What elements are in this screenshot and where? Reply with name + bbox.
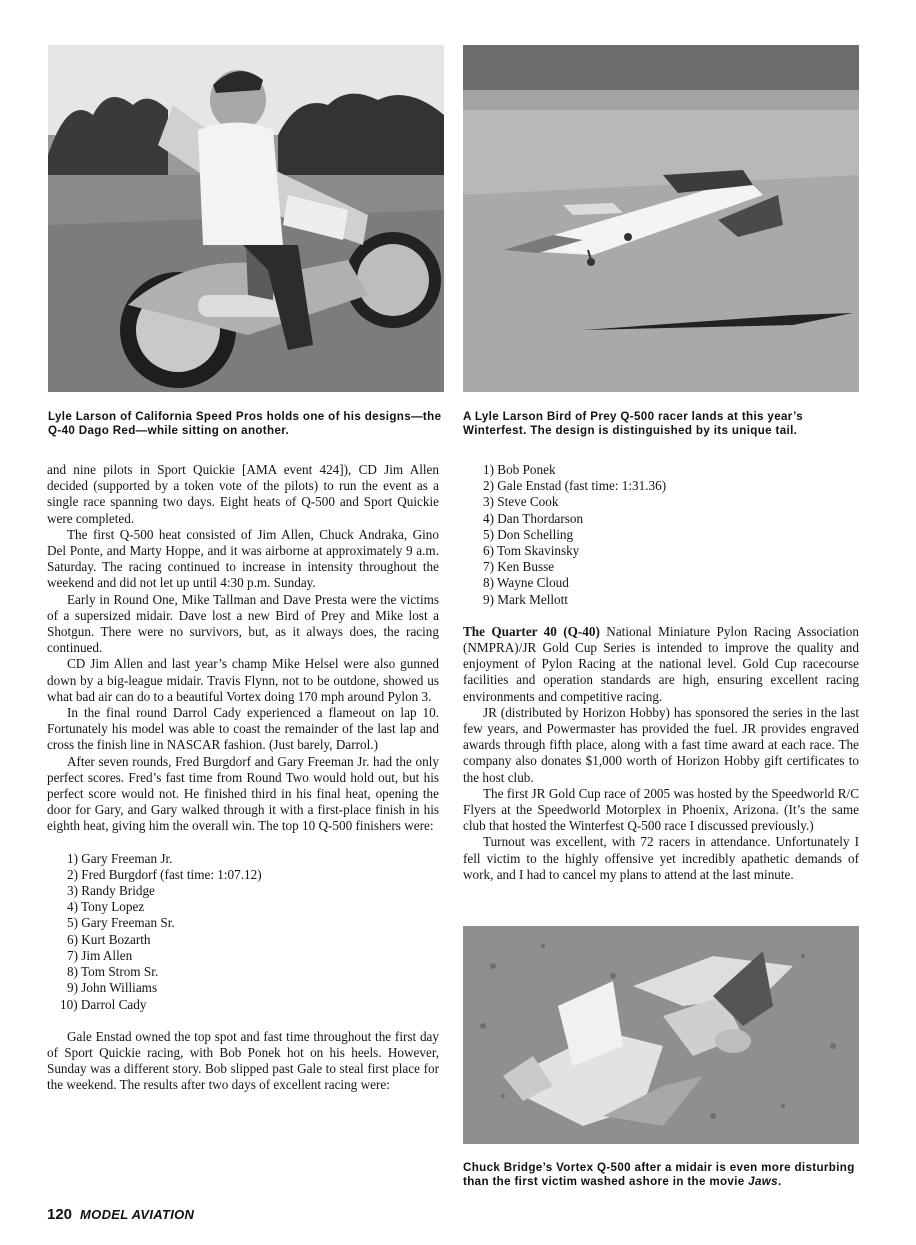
- photo-bird-of-prey: [463, 45, 859, 392]
- page-footer: [47, 1206, 194, 1223]
- photo-vortex-wreck: [463, 926, 859, 1144]
- q40-heading: The Quarter 40 (Q-40): [463, 623, 600, 639]
- q40-intro-text: National Miniature Pylon Racing Association (NMPRA)/JR Gold Cup Series is intended to improve the quality and enjoyment of Pylon Racing at the national level. Gold Cup racecourse facilities and operation standards are high, ensuring excellent racing environments and competitive racing.: [463, 623, 859, 704]
- right-column: [463, 462, 859, 883]
- left-paragraph-5: In the final round Darrol Cady experienced a flameout on lap 10. Fortunately his model was able to coast the remainder of the last lap and cross the finish line in NASCAR fashion. (Just barely, Darrol.): [47, 705, 439, 753]
- q40-intro-paragraph: [463, 624, 859, 705]
- photo-larson-motorcycle-image: [48, 45, 444, 392]
- left-paragraph-2: The first Q-500 heat consisted of Jim Allen, Chuck Andraka, Gino Del Ponte, and Marty Hoppe, and it was airborne at approximately 9 a.m. Saturday. The racing continued to increase in intensity throughout the weekend and did not let up until 4:30 p.m. Sunday.: [47, 526, 439, 591]
- photo-vortex-wreck-image: [463, 926, 859, 1144]
- list-item: 9) John Williams: [67, 980, 158, 996]
- list-item: 2) Fred Burgdorf (fast time: 1:07.12): [67, 866, 262, 882]
- right-paragraph-3: Turnout was excellent, with 72 racers in attendance. Unfortunately I fell victim to the highly offensive yet incredibly apathetic demands of work, and I had to cancel my plans to attend at the last minute.: [463, 834, 859, 882]
- magazine-title: MODEL AVIATION: [80, 1207, 195, 1222]
- caption-italic-text: Jaws: [748, 1175, 778, 1188]
- left-column: [47, 462, 439, 1094]
- list-item: 8) Wayne Cloud: [483, 575, 569, 591]
- left-paragraph-4: CD Jim Allen and last year’s champ Mike Helsel were also gunned down by a big-league midair. Travis Flynn, not to be outdone, showed us what bad air can do to a beautiful Vortex doing 170 mph around Pylon 3.: [47, 656, 439, 704]
- left-closing-paragraph: Gale Enstad owned the top spot and fast time throughout the first day of Sport Quickie racing, with Bob Ponek hot on his heels. However, Sunday was a different story. Bob slipped past Gale to steal first place for the weekend. The results after two days of excellent racing were:: [47, 1028, 439, 1093]
- q500-results-list: [47, 851, 439, 1013]
- list-item: 5) Gary Freeman Sr.: [67, 915, 175, 931]
- left-paragraph-3: Early in Round One, Mike Tallman and Dave Presta were the victims of a supersized midair. Dave lost a new Bird of Prey and Mike lost a Shotgun. There were no survivors, but, as it always does, the racing continued.: [47, 591, 439, 656]
- page-number: 120: [47, 1206, 73, 1223]
- list-item: 1) Gary Freeman Jr.: [67, 850, 173, 866]
- photo-vortex-wreck-caption: [463, 1161, 863, 1189]
- caption-main-text: Chuck Bridge’s Vortex Q-500 after a midair is even more disturbing than the first victim washed ashore in the movie: [463, 1161, 855, 1188]
- list-item: 5) Don Schelling: [483, 526, 574, 542]
- list-item: 8) Tom Strom Sr.: [67, 964, 159, 980]
- list-item: 9) Mark Mellott: [483, 591, 568, 607]
- left-paragraph-1: and nine pilots in Sport Quickie [AMA event 424]), CD Jim Allen decided (supported by a token vote of the pilots) to run the event as a single race spanning two days. Eight heats of Q-500 and Sport Quickie were completed.: [47, 462, 439, 526]
- sport-quickie-results-list: [463, 462, 859, 608]
- right-paragraph-2: The first JR Gold Cup race of 2005 was hosted by the Speedworld R/C Flyers at the Speedworld Motorplex in Phoenix, Arizona. (It’s the same club that hosted the Winterfest Q-500 race I discussed previously.): [463, 785, 859, 834]
- list-item: 6) Kurt Bozarth: [67, 931, 151, 947]
- left-paragraph-6: After seven rounds, Fred Burgdorf and Gary Freeman Jr. had the only perfect scores. Fred’s fast time from Round Two would hold out, but his perfect score would not. He finished third in his final heat, opening the door for Gary, and Gary walked through it with a first-place finish in his eighth heat, giving him the overall win. The top 10 Q-500 finishers were:: [47, 753, 439, 834]
- list-item: 3) Steve Cook: [483, 494, 559, 510]
- caption-end-text: .: [777, 1175, 782, 1188]
- list-item: 4) Dan Thordarson: [483, 510, 584, 526]
- photo-bird-of-prey-image: [463, 45, 859, 392]
- right-paragraph-1: JR (distributed by Horizon Hobby) has sponsored the series in the last few years, and Powermaster has provided the fuel. JR provides engraved awards through fifth place, along with a fast time award at each race. The company also donates $1,000 worth of Horizon Hobby gift certificates to the host club.: [463, 704, 859, 785]
- list-item: 2) Gale Enstad (fast time: 1:31.36): [483, 478, 667, 494]
- list-item: 10) Darrol Cady: [60, 996, 147, 1012]
- list-item: 4) Tony Lopez: [67, 899, 145, 915]
- list-item: 7) Ken Busse: [483, 559, 555, 575]
- list-item: 3) Randy Bridge: [67, 883, 155, 899]
- list-item: 6) Tom Skavinsky: [483, 543, 580, 559]
- photo-larson-motorcycle: [48, 45, 444, 392]
- list-item: 7) Jim Allen: [67, 947, 133, 963]
- photo-bird-of-prey-caption: A Lyle Larson Bird of Prey Q-500 racer lands at this year’s Winterfest. The design is distinguished by its unique tail.: [463, 410, 804, 437]
- list-item: 1) Bob Ponek: [483, 462, 556, 477]
- photo-larson-motorcycle-caption: Lyle Larson of California Speed Pros holds one of his designs—the Q-40 Dago Red—while sitting on another.: [48, 410, 442, 437]
